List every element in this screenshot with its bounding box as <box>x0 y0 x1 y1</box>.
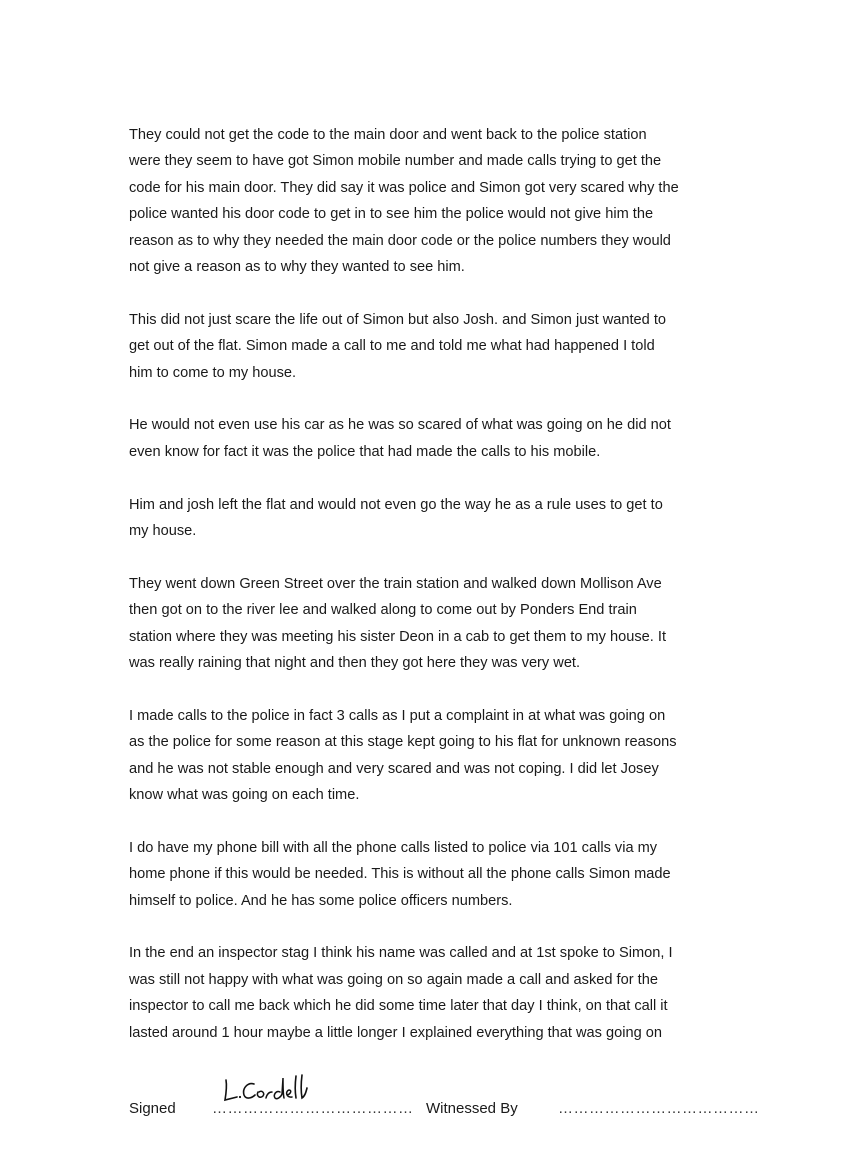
text-line: my house. <box>129 523 197 540</box>
statement-body <box>129 122 739 1073</box>
witnessed-line: ………………………………… <box>558 1100 760 1117</box>
text-line: home phone if this would be needed. This is without all the phone calls Simon made <box>129 866 671 883</box>
text-line: and he was not stable enough and very scared and was not coping. I did let Josey <box>129 760 659 777</box>
text-line: inspector to call me back which he did some time later that day I think, on that call it <box>129 998 668 1015</box>
text-line: Him and josh left the flat and would not even go the way he as a rule uses to get to <box>129 496 663 513</box>
paragraph-8 <box>129 940 739 1046</box>
text-line: as the police for some reason at this stage kept going to his flat for unknown reasons <box>129 734 677 751</box>
text-line: then got on to the river lee and walked along to come out by Ponders End train <box>129 602 637 619</box>
paragraph-2 <box>129 307 739 386</box>
text-line: him to come to my house. <box>129 364 297 381</box>
text-line: He would not even use his car as he was so scared of what was going on he did not <box>129 417 671 434</box>
text-line: lasted around 1 hour maybe a little longer I explained everything that was going on <box>129 1024 663 1041</box>
text-line: even know for fact it was the police that had made the calls to his mobile. <box>129 443 601 460</box>
witnessed-label: Witnessed By <box>426 1100 518 1117</box>
text-line: reason as to why they needed the main door code or the police numbers they would <box>129 232 671 249</box>
text-line: himself to police. And he has some police officers numbers. <box>129 892 513 909</box>
text-line: code for his main door. They did say it was police and Simon got very scared why the <box>129 179 679 196</box>
paragraph-1 <box>129 122 739 280</box>
text-line: They went down Green Street over the train station and walked down Mollison Ave <box>129 575 662 592</box>
paragraph-4 <box>129 492 739 545</box>
paragraph-3 <box>129 412 739 465</box>
signature-row <box>0 1100 852 1124</box>
paragraph-6 <box>129 703 739 809</box>
signed-label: Signed <box>129 1100 176 1117</box>
text-line: In the end an inspector stag I think his name was called and at 1st spoke to Simon, I <box>129 945 673 962</box>
text-line: was still not happy with what was going on so again made a call and asked for the <box>129 971 658 988</box>
text-line: get out of the flat. Simon made a call to me and told me what had happened I told <box>129 338 655 355</box>
text-line: not give a reason as to why they wanted to see him. <box>129 259 465 276</box>
text-line: I made calls to the police in fact 3 calls as I put a complaint in at what was going on <box>129 707 666 724</box>
text-line: I do have my phone bill with all the phone calls listed to police via 101 calls via my <box>129 839 658 856</box>
text-line: was really raining that night and then they got here they was very wet. <box>129 655 581 672</box>
text-line: were they seem to have got Simon mobile number and made calls trying to get the <box>129 153 662 170</box>
text-line: know what was going on each time. <box>129 787 360 804</box>
signed-line: ………………………………… <box>212 1100 414 1117</box>
text-line: station where they was meeting his sister Deon in a cab to get them to my house. It <box>129 628 666 645</box>
paragraph-7 <box>129 835 739 914</box>
text-line: This did not just scare the life out of Simon but also Josh. and Simon just wanted to <box>129 311 667 328</box>
text-line: police wanted his door code to get in to see him the police would not give him the <box>129 206 654 223</box>
paragraph-5 <box>129 571 739 677</box>
text-line: They could not get the code to the main door and went back to the police station <box>129 127 647 143</box>
